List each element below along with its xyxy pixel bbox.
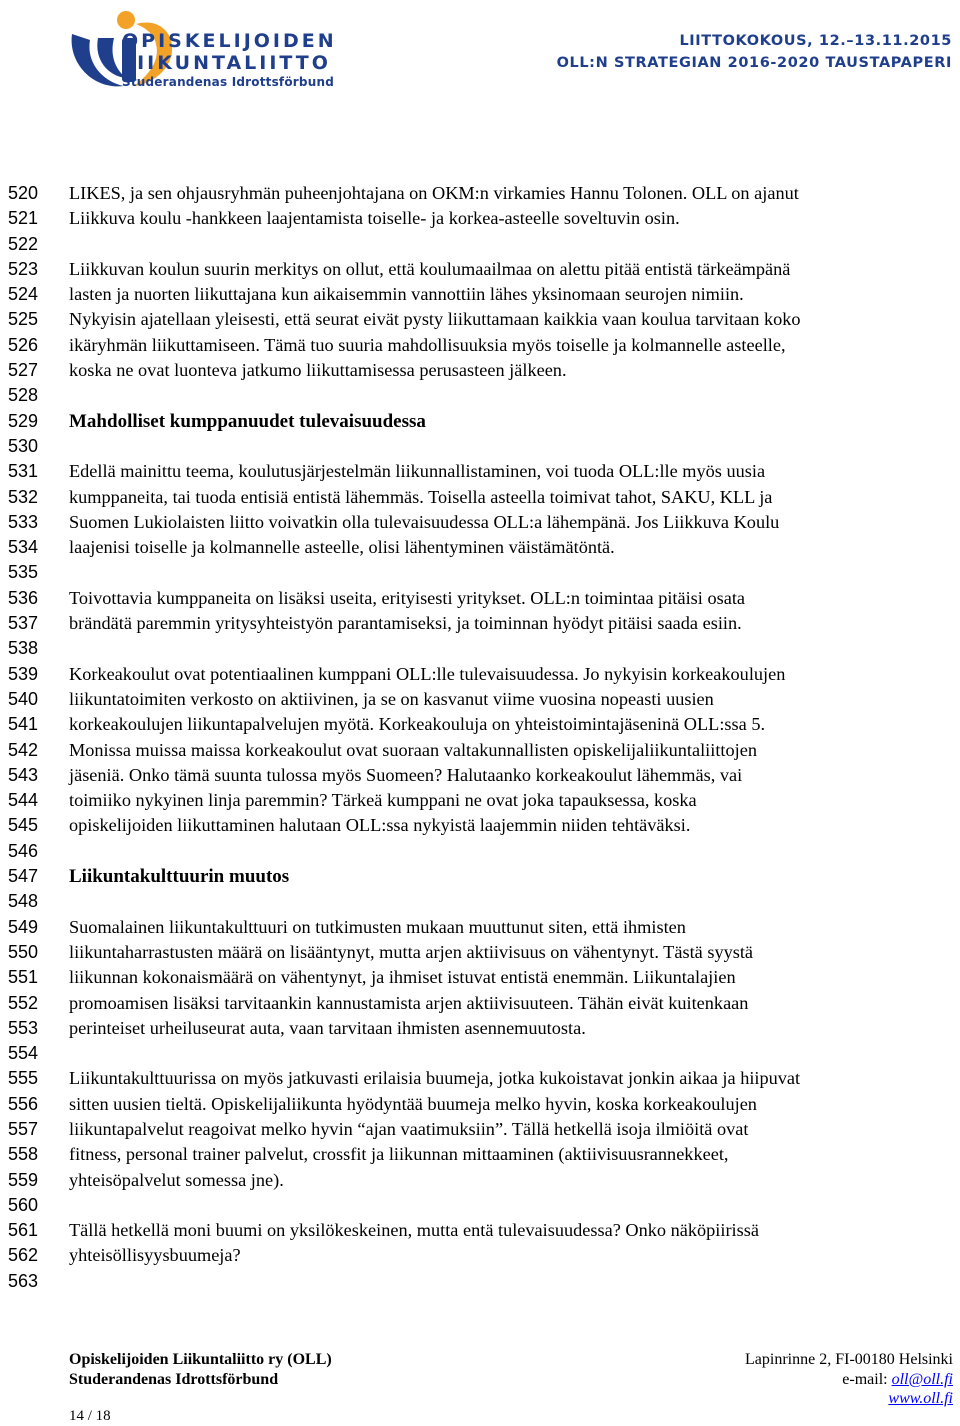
body-text-line: lasten ja nuorten liikuttajana kun aikaisemmin vannottiin lähes yksinomaan seurojen nimiin. [69, 284, 744, 305]
body-text-line: korkeakoulujen liikuntapalvelujen myötä. Korkeakouluja on yhteistoimintajäseninä OLL:ssa 5. [69, 714, 766, 735]
line-number: 520 [7, 183, 38, 203]
line-number: 553 [7, 1017, 38, 1038]
header-meeting: LIITTOKOKOUS, 12.–13.11.2015 [679, 33, 952, 49]
body-text-line: Korkeakoulut ovat potentiaalinen kumppani OLL:lle tulevaisuudessa. Jo nykyisin korkeakoulujen [69, 663, 786, 684]
line-number: 559 [7, 1169, 38, 1190]
line-number: 548 [7, 891, 38, 912]
line-number: 536 [7, 587, 38, 608]
line-number: 557 [7, 1118, 38, 1139]
footer-email-row [745, 1370, 953, 1390]
line-number: 562 [7, 1245, 38, 1266]
body-text-line: Liikkuvan koulun suurin merkitys on ollut, että koulumaailmaa on alettu pitää entistä tärkeämpänä [69, 258, 791, 279]
body-text-line: koska ne ovat luonteva jatkumo liikuttamisessa perusasteen jälkeen. [69, 360, 567, 381]
body-text-line: liikuntatoimiten verkosto on aktiivinen, ja se on kasvanut viime vuosina nopeasti uusien [69, 688, 714, 709]
line-number: 537 [7, 613, 38, 634]
body-text-line: yhteisöllisyysbuumeja? [69, 1245, 241, 1266]
line-number: 558 [7, 1144, 38, 1165]
line-number: 532 [7, 486, 38, 507]
body-text-line: promoamisen lisäksi tarvitaankin kannustamista arjen aktiivisuuteen. Tähän eivät kuitenkaan [69, 992, 749, 1013]
body-text-line: laajenisi toiselle ja kolmannelle asteelle, olisi lähentyminen väistämätöntä. [69, 537, 615, 558]
line-number: 546 [7, 840, 38, 861]
body-text-line: yhteisöpalvelut somessa jne). [69, 1169, 284, 1190]
line-number: 544 [7, 790, 38, 811]
body-text-line: jäseniä. Onko tämä suunta tulossa myös Suomeen? Halutaanko korkeakoulut lähemmäs, vai [69, 764, 743, 785]
document-header [557, 30, 952, 74]
body-text-line: brändätä paremmin yritysyhteistyön parantamiseksi, ja toiminnan hyödyt pitäisi saada esiin. [69, 613, 742, 634]
footer-website-row [745, 1389, 953, 1409]
body-text-line [69, 434, 959, 459]
body-text-line [69, 1041, 959, 1066]
line-number: 538 [7, 638, 38, 659]
line-number: 549 [7, 916, 38, 937]
body-text-line [69, 232, 959, 257]
body-text-line: Suomen Lukiolaisten liitto voivatkin olla tulevaisuudessa OLL:a lähempänä. Jos Liikkuva Koulu [69, 511, 780, 532]
line-number: 540 [7, 688, 38, 709]
footer-contact [745, 1350, 953, 1409]
body-text-line: Tällä hetkellä moni buumi on yksilökeskeinen, mutta entä tulevaisuudessa? Onko näköpiirissä [69, 1220, 759, 1241]
body-text-line: Suomalainen liikuntakulttuuri on tutkimusten mukaan muuttunut siten, että ihmisten [69, 916, 686, 937]
body-text-line [69, 1269, 959, 1294]
line-number: 560 [7, 1194, 38, 1215]
line-number: 541 [7, 714, 38, 735]
line-number: 522 [7, 233, 38, 254]
line-number: 547 [7, 866, 38, 887]
logo-line-3: Studerandenas Idrottsförbund [122, 75, 334, 89]
body-text-line: LIKES, ja sen ohjausryhmän puheenjohtajana on OKM:n virkamies Hannu Tolonen. OLL on ajanut [69, 183, 799, 203]
footer-email-label: e-mail: [842, 1370, 892, 1388]
line-number: 523 [7, 258, 38, 279]
line-number: 525 [7, 309, 38, 330]
section-heading: Mahdolliset kumppanuudet tulevaisuudessa [69, 410, 426, 432]
line-number: 543 [7, 764, 38, 785]
line-number: 542 [7, 739, 38, 760]
body-text-line: Liikkuva koulu -hankkeen laajentamista toiselle- ja korkea-asteelle soveltuvin osin. [69, 208, 680, 229]
body-text-line: Liikuntakulttuurissa on myös jatkuvasti erilaisia buumeja, jotka kukoistavat jonkin aikaa ja hiipuvat [69, 1068, 801, 1089]
line-number: 526 [7, 334, 38, 355]
body-text-line [69, 839, 959, 864]
line-number: 539 [7, 663, 38, 684]
page-number: 14 / 18 [69, 1408, 111, 1424]
body-text-line [69, 383, 959, 408]
line-number: 550 [7, 941, 38, 962]
line-numbers [0, 181, 38, 1294]
body-text-line: liikunnan kokonaismäärä on vähentynyt, ja ihmiset istuvat entistä enemmän. Liikuntalajien [69, 967, 736, 988]
line-number: 533 [7, 511, 38, 532]
line-number: 534 [7, 537, 38, 558]
line-number: 551 [7, 967, 38, 988]
line-number: 529 [7, 410, 38, 431]
body-text-line: toimiiko nykyinen linja paremmin? Tärkeä kumppani ne ovat joka tapauksessa, koska [69, 790, 697, 811]
line-number: 524 [7, 284, 38, 305]
line-number: 554 [7, 1043, 38, 1064]
footer-org-name-swedish: Studerandenas Idrottsförbund [69, 1370, 279, 1388]
footer-website-link[interactable]: www.oll.fi [888, 1390, 953, 1407]
line-number: 545 [7, 815, 38, 836]
body-text-line: ikäryhmän liikuttamiseen. Tämä tuo suuria mahdollisuuksia myös toiselle ja kolmannelle asteelle, [69, 334, 786, 355]
footer-organization [69, 1350, 332, 1389]
body-text-line [69, 889, 959, 914]
logo-line-2: LIIKUNTALIITTO [122, 52, 331, 74]
line-number: 527 [7, 360, 38, 381]
body-text-line: Nykyisin ajatellaan yleisesti, että seurat eivät pysty liikuttamaan kaikkia vaan koulua tarvitaan koko [69, 309, 801, 330]
line-number: 555 [7, 1068, 38, 1089]
footer-org-name: Opiskelijoiden Liikuntaliitto ry (OLL) [69, 1351, 332, 1368]
line-number: 528 [7, 385, 38, 406]
body-text-line: Toivottavia kumppaneita on lisäksi useita, erityisesti yritykset. OLL:n toimintaa pitäisi osata [69, 587, 746, 608]
body-text-line: Monissa muissa maissa korkeakoulut ovat suoraan valtakunnallisten opiskelijaliikuntaliittojen [69, 739, 757, 760]
body-text-line: sitten uusien tieltä. Opiskelijaliikunta hyödyntää buumeja melko hyvin, koska korkeakoulujen [69, 1093, 757, 1114]
logo-wordmark [122, 30, 337, 90]
footer-address: Lapinrinne 2, FI-00180 Helsinki [745, 1351, 953, 1368]
body-text-line: Edellä mainittu teema, koulutusjärjestelmän liikunnallistaminen, voi tuoda OLL:lle myös uusia [69, 461, 766, 482]
body-text-line: liikuntapalvelut reagoivat melko hyvin “ajan vaatimuksiin”. Tällä hetkellä isoja ilmiöitä ovat [69, 1118, 749, 1139]
footer-email-link[interactable]: oll@oll.fi [891, 1370, 953, 1388]
body-text-line [69, 1193, 959, 1218]
document-body [69, 181, 959, 1294]
body-text-line: liikuntaharrastusten määrä on lisääntynyt, mutta arjen aktiivisuus on vähentynyt. Tästä syystä [69, 941, 754, 962]
body-text-line [69, 636, 959, 661]
logo-line-1: OPISKELIJOIDEN [122, 30, 337, 52]
line-number: 535 [7, 562, 38, 583]
body-text-line: fitness, personal trainer palvelut, crossfit ja liikunnan mittaaminen (aktiivisuusrannekkeet, [69, 1144, 729, 1165]
line-number: 556 [7, 1093, 38, 1114]
body-text-line: kumppaneita, tai tuoda entisiä entistä lähemmäs. Toisella asteella toimivat tahot, SAKU, KLL ja [69, 486, 773, 507]
header-doc-title: OLL:N STRATEGIAN 2016-2020 TAUSTAPAPERI [556, 55, 952, 71]
line-number: 521 [7, 208, 38, 229]
section-heading: Liikuntakulttuurin muutos [69, 866, 290, 888]
body-text-line [69, 560, 959, 585]
line-number: 552 [7, 992, 38, 1013]
body-text-line: perinteiset urheiluseurat auta, vaan tarvitaan ihmisten asennemuutosta. [69, 1017, 586, 1038]
body-text-line: opiskelijoiden liikuttaminen halutaan OLL:ssa nykyistä laajemmin niiden tehtäväksi. [69, 815, 691, 836]
line-number: 530 [7, 435, 38, 456]
line-number: 531 [7, 461, 38, 482]
line-number: 563 [7, 1270, 38, 1291]
line-number: 561 [7, 1220, 38, 1241]
